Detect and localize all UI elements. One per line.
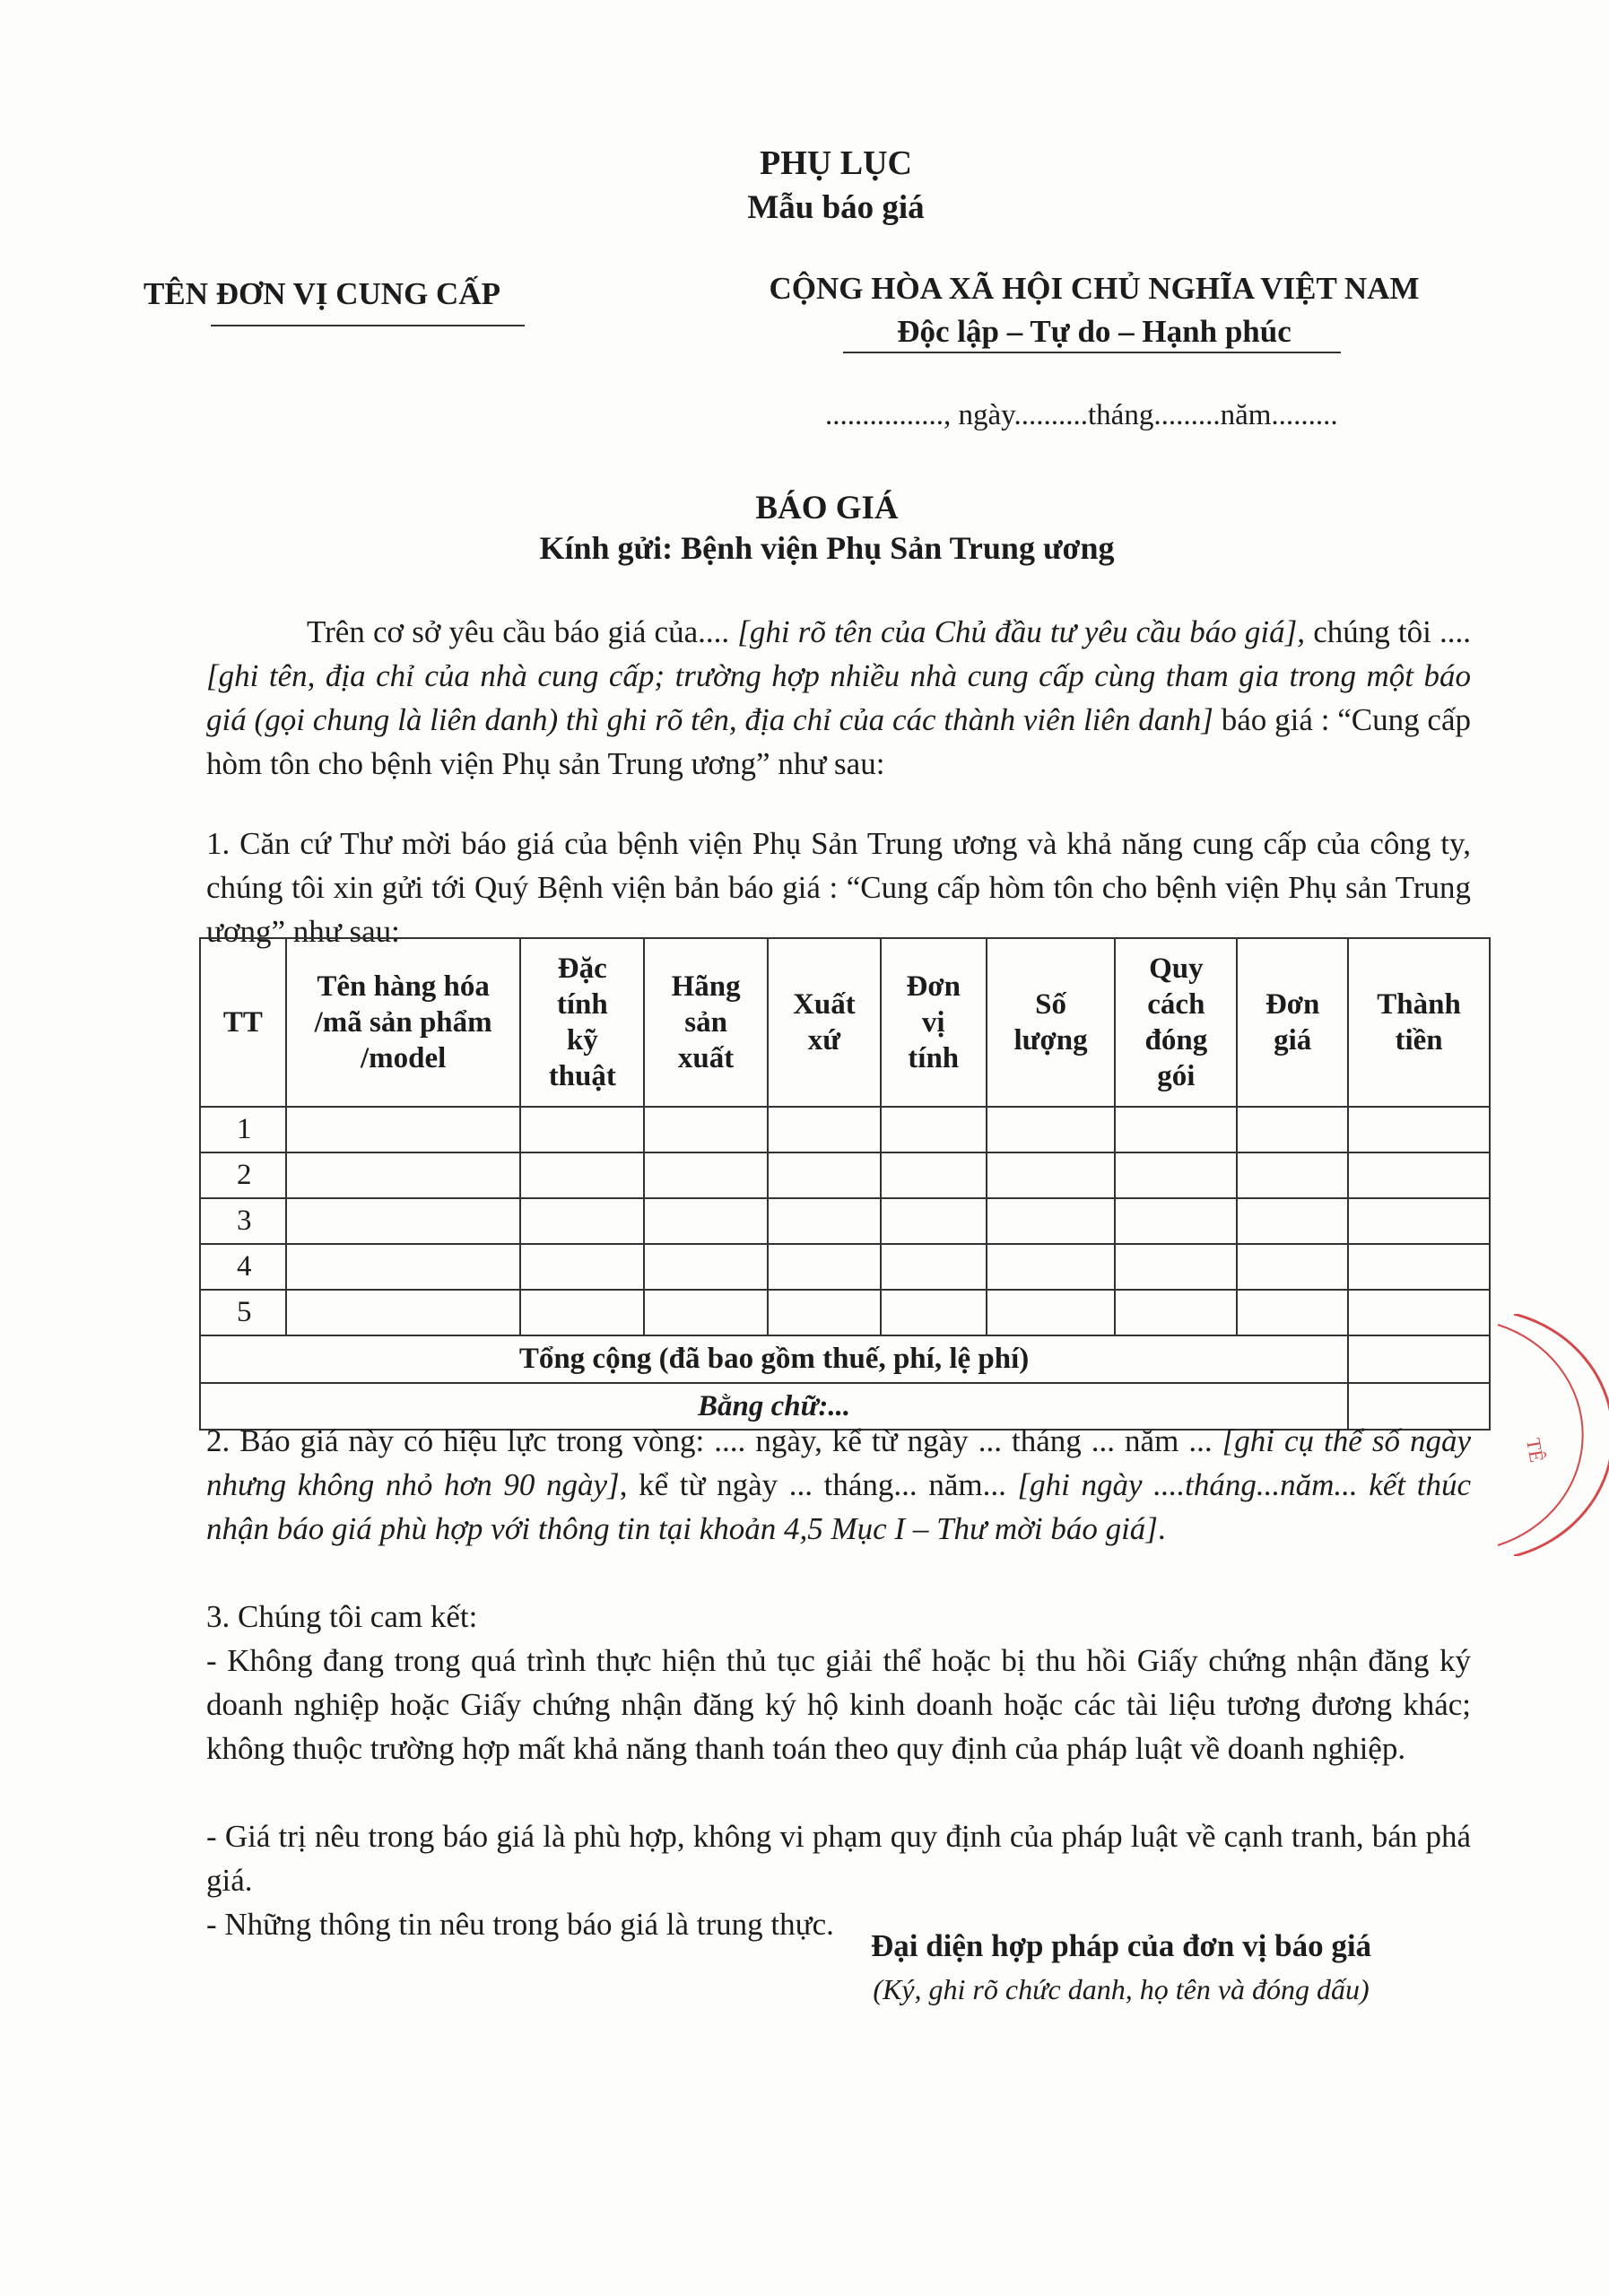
total-label: Tổng cộng (đã bao gồm thuế, phí, lệ phí) <box>200 1335 1348 1383</box>
header-product-name: Tên hàng hóa /mã sản phẩm /model <box>286 938 521 1107</box>
appendix-title: PHỤ LỤC <box>760 144 912 182</box>
quote-title: BÁO GIÁ <box>755 490 899 526</box>
table-row: 2 <box>200 1152 1490 1198</box>
header-tt: TT <box>200 938 286 1107</box>
header-unit-price: Đơn giá <box>1237 938 1348 1107</box>
supplier-underline <box>211 325 525 326</box>
table-row: 4 <box>200 1244 1490 1290</box>
signature-note: (Ký, ghi rõ chức danh, họ tên và đóng dấu) <box>873 1973 1370 2005</box>
validity-paragraph: 2. Báo giá này có hiệu lực trong vòng: .... ngày, kể từ ngày ... tháng ... năm ... [ghi cụ thể số ngày nhưng không nhỏ hơn 90 ngày], kể từ ngày ... tháng... năm... [ghi ngày ....tháng...năm... kết thúc nhận báo giá phù hợp với thông tin tại khoản 4,5 Mục I – Thư mời báo giá]. <box>206 1423 1472 1546</box>
header-unit: Đơn vị tính <box>881 938 987 1107</box>
signature-title: Đại diện hợp pháp của đơn vị báo giá <box>870 1928 1372 1963</box>
header-quantity: Số lượng <box>987 938 1116 1107</box>
in-words-label: Bằng chữ:... <box>200 1383 1348 1430</box>
commitment-2: - Giá trị nêu trong báo giá là phù hợp, không vi phạm quy định của pháp luật về cạnh tranh, bán phá giá. <box>206 1819 1471 1898</box>
quotation-table <box>199 937 1491 1431</box>
header-packaging: Quy cách đóng gói <box>1115 938 1237 1107</box>
section-1-paragraph: 1. Căn cứ Thư mời báo giá của bệnh viện Phụ Sản Trung ương và khả năng cung cấp của công ty, chúng tôi xin gửi tới Quý Bệnh viện bản báo giá : “Cung cấp hòm tôn cho bệnh viện Phụ sản Trung ương” như sau: <box>206 826 1471 949</box>
motto-underline <box>843 352 1341 353</box>
header-manufacturer: Hãng sản xuất <box>644 938 768 1107</box>
total-row <box>200 1335 1490 1383</box>
stamp-text: TÊ <box>1522 1436 1549 1465</box>
supplier-name: TÊN ĐƠN VỊ CUNG CẤP <box>144 276 500 311</box>
header-specification: Đặc tính kỹ thuật <box>520 938 644 1107</box>
commitment-1: - Không đang trong quá trình thực hiện thủ tục giải thể hoặc bị thu hồi Giấy chứng nhận đăng ký doanh nghiệp hoặc Giấy chứng nhận đăng ký hộ kinh doanh hoặc các tài liệu tương đương khác; không thuộc trường hợp mất khả năng thanh toán theo quy định của pháp luật về doanh nghiệp. <box>206 1643 1471 1766</box>
form-name: Mẫu báo giá <box>747 189 925 226</box>
table-row: 5 <box>200 1290 1490 1335</box>
nation-title: CỘNG HÒA XÃ HỘI CHỦ NGHĨA VIỆT NAM <box>769 271 1420 306</box>
commitment-3: - Những thông tin nêu trong báo giá là trung thực. <box>206 1907 834 1942</box>
intro-paragraph: Trên cơ sở yêu cầu báo giá của.... [ghi rõ tên của Chủ đầu tư yêu cầu báo giá], chúng tôi .... [ghi tên, địa chỉ của nhà cung cấp; trường hợp nhiều nhà cung cấp cùng tham gia trong một báo giá (gọi chung là liên danh) thì ghi rõ tên, địa chỉ của các thành viên liên danh] báo giá : “Cung cấp hòm tôn cho bệnh viện Phụ sản Trung ương” như sau: <box>206 614 1472 781</box>
dateline: ................, ngày..........tháng.........năm......... <box>825 399 1338 431</box>
header-amount: Thành tiền <box>1348 938 1490 1107</box>
stamp-icon <box>1496 1314 1609 1556</box>
commitment-title: 3. Chúng tôi cam kết: <box>206 1599 478 1634</box>
header-origin: Xuất xứ <box>768 938 881 1107</box>
motto: Độc lập – Tự do – Hạnh phúc <box>897 314 1292 349</box>
table-row: 1 <box>200 1107 1490 1152</box>
recipient: Kính gửi: Bệnh viện Phụ Sản Trung ương <box>539 530 1115 566</box>
table-row: 3 <box>200 1198 1490 1244</box>
